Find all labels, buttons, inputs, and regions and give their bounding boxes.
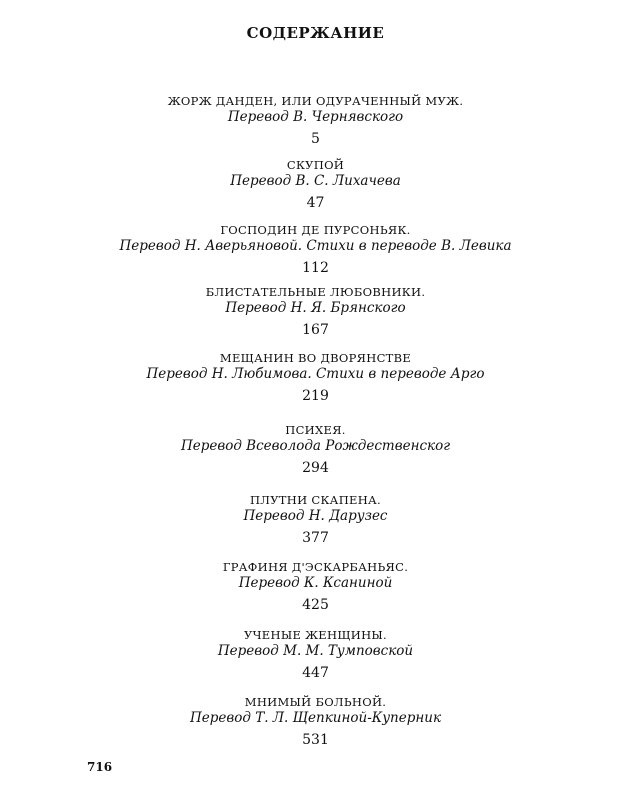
- entry-translator: Перевод Т. Л. Щепкиной-Куперник: [189, 710, 442, 726]
- entry-translator: Перевод Н. Я. Брянского: [225, 300, 406, 316]
- toc-entry: [0, 285, 631, 339]
- entry-translator: Перевод Всеволода Рождественског: [180, 438, 451, 454]
- entry-page-number: 167: [302, 322, 329, 338]
- entry-title: СКУПОЙ: [286, 158, 345, 172]
- entry-translator: Перевод Н. Дарузес: [243, 508, 388, 524]
- entry-title: БЛИСТАТЕЛЬНЫЕ ЛЮБОВНИКИ.: [205, 285, 426, 299]
- entry-page-number: 447: [302, 665, 329, 681]
- entry-page-number: 5: [311, 131, 320, 147]
- entry-page-number: 47: [306, 195, 325, 211]
- entry-title: ГОСПОДИН ДЕ ПУРСОНЬЯК.: [220, 223, 411, 237]
- entry-title: ПСИХЕЯ.: [285, 423, 346, 437]
- entry-title: МНИМЫЙ БОЛЬНОЙ.: [244, 695, 387, 709]
- entry-translator: Перевод Н. Аверьяновой. Стихи в переводе В. Левика: [119, 238, 512, 254]
- toc-entry: [0, 560, 631, 614]
- entry-translator: Перевод М. М. Тумповской: [217, 643, 414, 659]
- page-title: СОДЕРЖАНИЕ: [246, 24, 385, 42]
- entry-page-number: 294: [302, 460, 329, 476]
- entry-page-number: 425: [302, 597, 329, 613]
- entry-page-number: 377: [302, 530, 329, 546]
- entry-title: УЧЕНЫЕ ЖЕНЩИНЫ.: [244, 628, 387, 642]
- toc-entry: [0, 423, 631, 477]
- entry-title: ПЛУТНИ СКАПЕНА.: [249, 493, 382, 507]
- folio-page-number: 716: [87, 760, 113, 774]
- entry-page-number: 531: [302, 732, 329, 748]
- entry-page-number: 219: [302, 388, 329, 404]
- toc-entry: [0, 493, 631, 547]
- toc-entry: [0, 695, 631, 749]
- toc-entry: [0, 94, 631, 148]
- toc-entry: [0, 223, 631, 277]
- toc-entry: [0, 351, 631, 405]
- entry-translator: Перевод В. С. Лихачева: [230, 173, 401, 189]
- entry-title: МЕЩАНИН ВО ДВОРЯНСТВЕ: [219, 351, 412, 365]
- entry-title: ГРАФИНЯ Д'ЭСКАРБАНЬЯС.: [222, 560, 409, 574]
- entry-translator: Перевод Н. Любимова. Стихи в переводе Арго: [146, 366, 485, 382]
- toc-entry: [0, 158, 631, 212]
- entry-translator: Перевод В. Чернявского: [227, 109, 404, 125]
- toc-entry: [0, 628, 631, 682]
- entry-page-number: 112: [302, 260, 329, 276]
- entry-title: ЖОРЖ ДАНДЕН, ИЛИ ОДУРАЧЕННЫЙ МУЖ.: [167, 94, 464, 108]
- entry-translator: Перевод К. Ксаниной: [238, 575, 393, 591]
